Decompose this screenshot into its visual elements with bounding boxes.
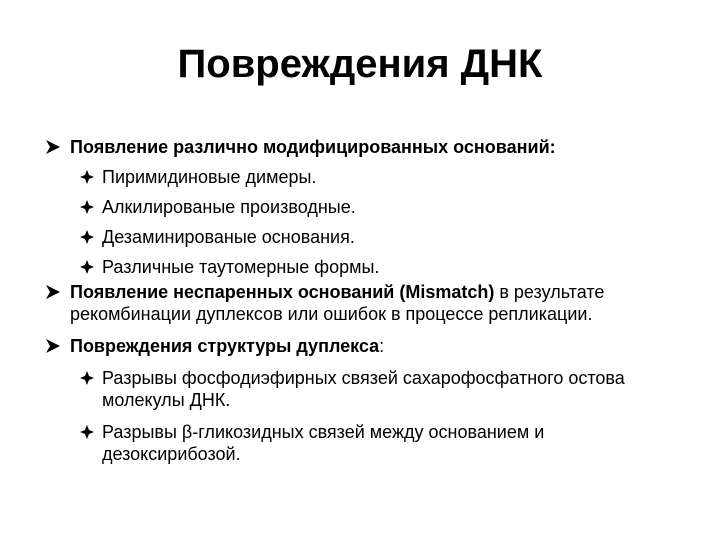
slide-title: Повреждения ДНК xyxy=(177,42,543,86)
bullet-item-duplex-damage xyxy=(46,335,686,357)
sub-bullet-text: Различные таутомерные формы. xyxy=(102,257,380,277)
bullet-bold-text: Появление различно модифицированных оснований: xyxy=(70,137,556,157)
diamond-bullet-icon xyxy=(80,200,94,214)
diamond-bullet-icon xyxy=(80,425,94,439)
sub-bullet-tautomeric xyxy=(46,256,686,278)
diamond-bullet-icon xyxy=(80,170,94,184)
diamond-bullet-icon xyxy=(80,371,94,385)
bullet-item-modified-bases xyxy=(46,136,686,158)
sub-bullet-pyrimidine-dimers xyxy=(46,166,686,188)
bullet-list xyxy=(46,130,686,465)
arrowhead-bullet-icon xyxy=(46,140,60,154)
sub-bullet-deaminated xyxy=(46,226,686,248)
sub-bullet-phosphodiester-breaks xyxy=(46,367,686,411)
arrowhead-bullet-icon xyxy=(46,339,60,353)
bullet-bold-text: Появление неспаренных оснований (Mismatch) xyxy=(70,282,495,302)
arrowhead-bullet-icon xyxy=(46,285,60,299)
sub-bullet-text: Пиримидиновые димеры. xyxy=(102,167,317,187)
sub-bullet-glycosidic-breaks xyxy=(46,421,686,465)
diamond-bullet-icon xyxy=(80,260,94,274)
sub-bullet-text: Алкилированые производные. xyxy=(102,197,356,217)
diamond-bullet-icon xyxy=(80,230,94,244)
sub-bullet-text: Разрывы β-гликозидных связей между основанием и дезоксирибозой. xyxy=(102,422,545,464)
sub-bullet-text: Дезаминированые основания. xyxy=(102,227,355,247)
sub-bullet-alkylated xyxy=(46,196,686,218)
bullet-item-mismatch xyxy=(46,281,686,325)
bullet-text: : xyxy=(379,336,385,356)
bullet-bold-text: Повреждения структуры дуплекса xyxy=(70,336,380,356)
sub-bullet-text: Разрывы фосфодиэфирных связей сахарофосфатного остова молекулы ДНК. xyxy=(102,368,625,410)
bullet-text: в результате рекомбинации дуплексов или ошибок в процессе репликации. xyxy=(70,282,605,324)
